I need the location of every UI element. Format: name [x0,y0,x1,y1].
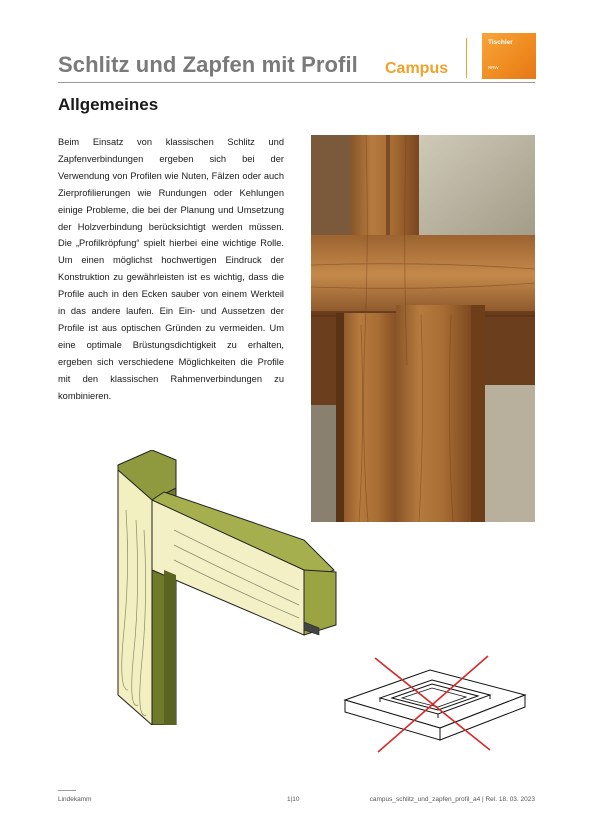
logo-text-bottom: NRW [488,65,499,70]
tischler-logo [482,33,536,79]
crossed-out-frame-svg [340,650,530,755]
footer-rule [58,790,76,791]
joint-3d-drawing [104,450,340,725]
footer-document-info: campus_schlitz_und_zapfen_profil_a4 | Rel. 18. 03. 2023 [369,796,535,803]
page-title: Schlitz und Zapfen mit Profil [58,52,358,77]
crossed-out-frame-drawing [340,650,530,755]
footer-author: Lindekamm [58,796,92,803]
section-heading: Allgemeines [58,95,159,114]
page-number: 1|10 [287,796,300,803]
window-frame-photo-drawing [311,135,535,522]
body-paragraph: Beim Einsatz von klassischen Schlitz und Zapfenverbindungen ergeben sich bei der Verwendung von Profilen wie Nuten, Fälzen oder auch Zierprofilierungen wie Rundungen oder Kehlungen einige Probleme, die bei der Planung und Umsetzung der Holzverbindung berücksichtigt werden müssen. Die „Profilkröpfung“ spielt hierbei eine wichtige Rolle. Um einen möglichst hochwertigen Eindruck der Konstruktion zu gewährleisten ist es wichtig, dass die Profile auch in den Ecken sauber von einem Werkteil in das andere laufen. Ein Ein- und Aussetzen der Profile ist aus optischen Gründen zu vermeiden. Um eine optimale Brüstungsdichtigkeit zu erhalten, ergeben sich verschiedene Möglichkeiten die Profile mit den klassischen Rahmenverbindungen zu kombinieren. [58,137,284,401]
logo-divider [466,38,467,78]
campus-label: Campus [385,60,449,77]
joint-3d-drawing-svg [104,450,340,725]
window-frame-photo [311,135,535,522]
logo-text-top: Tischler [488,39,513,46]
header-divider [58,82,535,83]
